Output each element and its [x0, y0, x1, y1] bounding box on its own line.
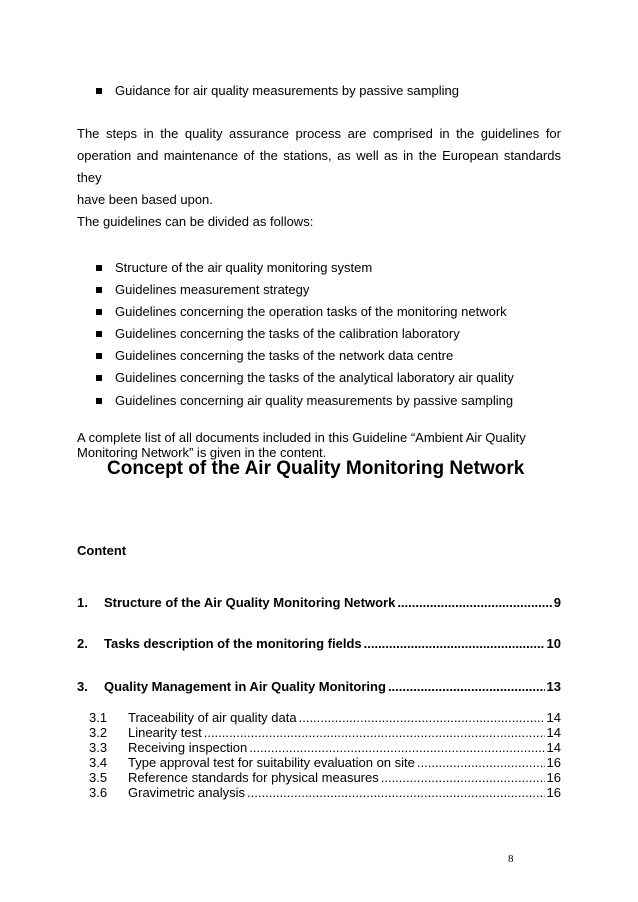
toc-page: 16 — [546, 770, 561, 785]
bullet-square-icon — [96, 88, 102, 94]
toc-subentry[interactable] — [89, 770, 561, 785]
toc-number: 3.2 — [89, 725, 108, 740]
content-heading: Content — [77, 543, 127, 558]
paragraph-quality-assurance — [77, 123, 561, 211]
toc-title: Linearity test — [128, 725, 202, 740]
toc-page: 10 — [546, 636, 561, 651]
toc-number: 1. — [77, 595, 88, 610]
section-title: Concept of the Air Quality Monitoring Network — [107, 458, 525, 479]
toc-entry[interactable] — [77, 636, 561, 651]
toc-leader-dots — [204, 725, 545, 740]
paragraph-line: Monitoring Network” is given in the content. — [77, 445, 327, 460]
toc-leader-dots — [247, 785, 545, 800]
toc-subentry[interactable] — [89, 755, 561, 770]
bullet-square-icon — [96, 398, 102, 404]
paragraph-document-list — [77, 430, 526, 460]
toc-number: 3. — [77, 679, 88, 694]
toc-subentry[interactable] — [89, 740, 561, 755]
toc-title: Tasks description of the monitoring fields — [104, 636, 362, 651]
toc-title: Quality Management in Air Quality Monitoring — [104, 679, 386, 694]
paragraph-line: have been based upon. — [77, 192, 213, 207]
toc-number: 3.3 — [89, 740, 108, 755]
paragraph-line: The steps in the quality assurance process are comprised in the guidelines for — [77, 126, 561, 141]
toc-page: 14 — [546, 710, 561, 725]
toc-number: 3.4 — [89, 755, 108, 770]
list-item-label: Guidelines concerning the tasks of the network data centre — [115, 348, 454, 363]
list-item-label: Guidelines concerning the operation tasks of the monitoring network — [115, 304, 507, 319]
bullet-square-icon — [96, 287, 102, 293]
paragraph-line: operation and maintenance of the stations, as well as in the European standards they — [77, 148, 561, 185]
toc-number: 2. — [77, 636, 88, 651]
toc-leader-dots — [249, 740, 544, 755]
toc-page: 9 — [553, 595, 561, 610]
toc-leader-dots — [381, 770, 545, 785]
toc-title: Type approval test for suitability evaluation on site — [128, 755, 415, 770]
page-number: 8 — [508, 853, 514, 865]
toc-page: 16 — [546, 755, 561, 770]
toc-title: Receiving inspection — [128, 740, 248, 755]
bullet-square-icon — [96, 375, 102, 381]
bullet-square-icon — [96, 265, 102, 271]
toc-leader-dots — [388, 679, 545, 694]
toc-page: 14 — [546, 740, 561, 755]
bullet-label: Guidance for air quality measurements by passive sampling — [115, 83, 459, 98]
toc-subentry[interactable] — [89, 725, 561, 740]
paragraph-line: A complete list of all documents included in this Guideline “Ambient Air Quality — [77, 430, 526, 445]
paragraph-divided: The guidelines can be divided as follows: — [77, 214, 314, 229]
toc-leader-dots — [299, 710, 545, 725]
list-item-label: Guidelines concerning air quality measurements by passive sampling — [115, 393, 514, 408]
toc-subentry[interactable] — [89, 710, 561, 725]
toc-number: 3.5 — [89, 770, 108, 785]
toc-title: Structure of the Air Quality Monitoring Network — [104, 595, 396, 610]
toc-number: 3.6 — [89, 785, 108, 800]
list-item-label: Guidelines measurement strategy — [115, 282, 310, 297]
toc-title: Reference standards for physical measures — [128, 770, 379, 785]
bullet-square-icon — [96, 353, 102, 359]
toc-leader-dots — [364, 636, 545, 651]
list-item-label: Structure of the air quality monitoring system — [115, 260, 373, 275]
toc-entry[interactable] — [77, 679, 561, 694]
toc-page: 14 — [546, 725, 561, 740]
toc-page: 16 — [546, 785, 561, 800]
toc-leader-dots — [417, 755, 545, 770]
toc-subentry[interactable] — [89, 785, 561, 800]
toc-entry[interactable] — [77, 595, 561, 610]
toc-number: 3.1 — [89, 710, 108, 725]
toc-title: Traceability of air quality data — [128, 710, 297, 725]
bullet-square-icon — [96, 331, 102, 337]
list-item-label: Guidelines concerning the tasks of the analytical laboratory air quality — [115, 370, 514, 385]
list-item-label: Guidelines concerning the tasks of the calibration laboratory — [115, 326, 460, 341]
toc-leader-dots — [397, 595, 551, 610]
toc-title: Gravimetric analysis — [128, 785, 246, 800]
toc-page: 13 — [546, 679, 561, 694]
bullet-square-icon — [96, 309, 102, 315]
